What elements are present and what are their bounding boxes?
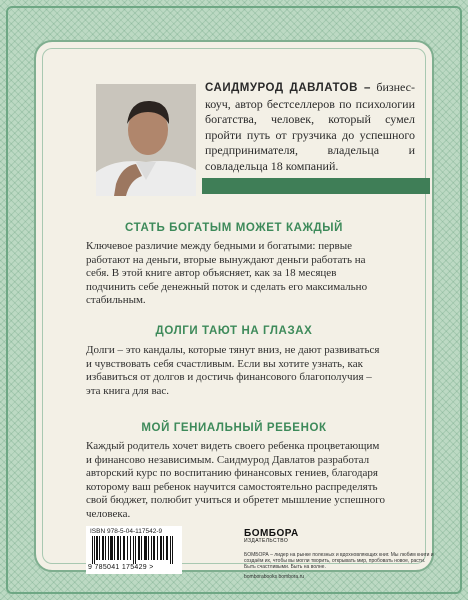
section-title-3: МОЙ ГЕНИАЛЬНЫЙ РЕБЕНОК — [141, 422, 327, 434]
barcode — [86, 526, 182, 574]
section-text-3: Каждый родитель хочет видеть своего ребенка процветающим и финансово независимым. Саидмурод Давлатов разработал авторский курс по воспитанию финансовых гениев, благодаря которому ваш ребенок научится самостоятельно распределять свой бюджет, полюбит учиться и обретет мышление успешного человека. — [86, 440, 385, 520]
section-title-2: ДОЛГИ ТАЮТ НА ГЛАЗАХ — [155, 325, 313, 337]
barcode-bars — [92, 536, 176, 564]
publisher-description: БОМБОРА – лидер на рынке полезных и вдохновляющих книг. Мы любим книги и создаём их, чтобы вы могли творить, открывать мир, пробовать новое, расти. Быть счастливыми. Быть на волне. — [244, 552, 434, 571]
author-portrait-image — [96, 84, 196, 196]
author-photo — [96, 84, 196, 196]
section-text-1: Ключевое различие между бедными и богатыми: первые работают на деньги, вторые вынуждают деньги работать на себя. В этой книге автор объясняет, как за 18 месяцев подчинить себе денежный поток и сделать его максимально стабильным. — [86, 240, 368, 307]
publisher-logo — [244, 528, 299, 544]
barcode-number: 9 785041 175429 > — [88, 564, 154, 571]
author-bio-text: бизнес-коуч, автор бестселлеров по психологии богатства, человек, который сумел пройти путь от грузчика до успешного предпринимателя, владельца и совладельца 18 компаний. — [205, 80, 415, 173]
publisher-logo-text: БОМБОРА — [244, 528, 299, 539]
isbn-label: ISBN 978-5-04-117542-9 — [90, 528, 163, 535]
section-title-1: СТАТЬ БОГАТЫМ МОЖЕТ КАЖДЫЙ — [124, 222, 344, 234]
section-text-2: Долги – это кандалы, которые тянут вниз, не дают развиваться и чувствовать себя счастливым. Если вы хотите узнать, как избавиться от долгов и достичь финансового благополучия – эта книга для вас. — [86, 344, 380, 397]
author-bio — [205, 80, 415, 174]
author-name: САИДМУРОД ДАВЛАТОВ – — [205, 82, 371, 94]
accent-bar — [202, 178, 430, 194]
publisher-logo-subtext: ИЗДАТЕЛЬСТВО — [244, 538, 289, 544]
publisher-links: bomborabooks bombora.ru — [244, 574, 305, 580]
